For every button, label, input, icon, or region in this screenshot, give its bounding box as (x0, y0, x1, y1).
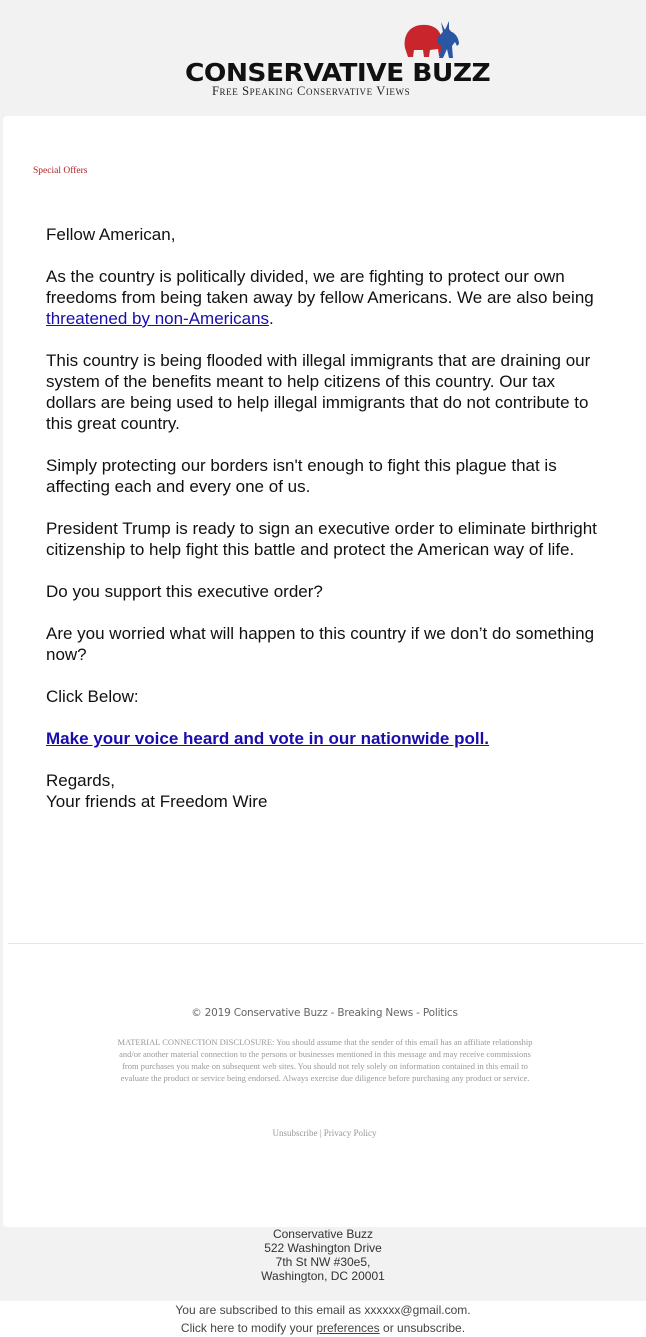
email-body (46, 224, 606, 833)
poll-cta-link[interactable]: Make your voice heard and vote in our nationwide poll. (46, 729, 490, 748)
threatened-link[interactable]: threatened by non-Americans (46, 309, 270, 328)
subscription-bar (0, 1301, 646, 1337)
paragraph-3: Simply protecting our borders isn't enough to fight this plague that is affecting each and every one of us. (46, 456, 557, 496)
paragraph-2: This country is being flooded with illegal immigrants that are draining our system of the benefits meant to help citizens of this country. Our tax dollars are being used to help illegal immigrants that do not contribute to this great country. (46, 351, 591, 433)
greeting: Fellow American, (46, 225, 176, 244)
footer-separator: | (319, 1128, 322, 1138)
address-line-4: Washington, DC 20001 (261, 1269, 385, 1283)
preferences-link[interactable]: preferences (316, 1321, 380, 1335)
paragraph-7: Click Below: (46, 687, 139, 706)
regards: Regards, (46, 771, 115, 790)
conservative-buzz-logo[interactable] (185, 18, 491, 100)
address-line-2: 522 Washington Drive (264, 1241, 382, 1255)
paragraph-1-text: As the country is politically divided, we are fighting to protect our own freedoms from being taken away by fellow Americans. We are also being (46, 267, 594, 307)
paragraph-1 (46, 266, 606, 329)
paragraph-4: President Trump is ready to sign an executive order to eliminate birthright citizenship to help fight this battle and protect the American way of life. (46, 519, 597, 559)
signature: Your friends at Freedom Wire (46, 792, 268, 811)
paragraph-1-end: . (269, 309, 274, 328)
cta-paragraph (46, 728, 606, 749)
paragraph-6: Are you worried what will happen to this country if we don’t do something now? (46, 624, 595, 664)
logo-subtitle: Free Speaking Conservative Views (212, 84, 411, 98)
email-header (0, 0, 646, 116)
unsubscribe-link[interactable]: Unsubscribe (272, 1128, 318, 1138)
postal-address (0, 1227, 646, 1283)
footer-divider (8, 943, 644, 944)
email-card (3, 116, 646, 1227)
logo-title: CONSERVATIVE BUZZ (185, 58, 491, 87)
address-line-3: 7th St NW #30e5, (275, 1255, 371, 1269)
footer-links (3, 1128, 646, 1138)
address-line-1: Conservative Buzz (272, 1227, 374, 1241)
paragraph-5: Do you support this executive order? (46, 582, 323, 601)
material-disclosure: MATERIAL CONNECTION DISCLOSURE: You should assume that the sender of this email has an affiliate relationship and/or another material connection to the persons or businesses mentioned in this message and may receive commissions from purchases you make on subsequent web sites. You should not rely solely on information contained in this email to evaluate the product or service being endorsed. Always exercise due diligence before purchasing any product or service. (117, 1037, 533, 1083)
signoff (46, 770, 606, 812)
special-offers-label: Special Offers (33, 166, 88, 176)
modify-end: or unsubscribe. (379, 1321, 466, 1335)
copyright: © 2019 Conservative Buzz - Breaking News - Politics (191, 1007, 458, 1019)
modify-line (0, 1321, 646, 1335)
subscription-notice: You are subscribed to this email as xxxxxx@gmail.com. (175, 1303, 471, 1317)
privacy-policy-link[interactable]: Privacy Policy (323, 1128, 377, 1138)
modify-text: Click here to modify your (180, 1321, 317, 1335)
